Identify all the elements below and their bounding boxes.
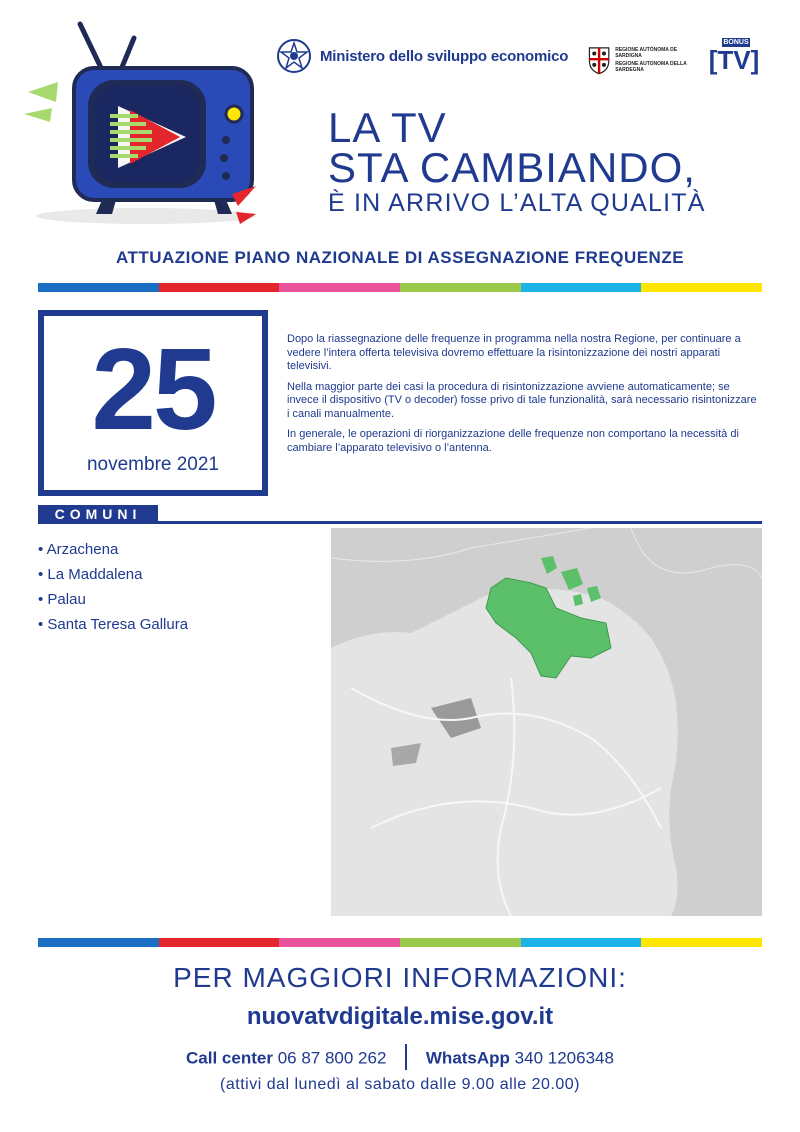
service-hours: (attivi dal lunedì al sabato dalle 9.00 alle 20.00) (220, 1076, 580, 1093)
whatsapp-label: WhatsApp (425, 1048, 510, 1068)
region-line-sardinian: REGIONE AUTÒNOMA DE SARDIGNA (615, 47, 678, 59)
headline-line-1: LA TV (328, 104, 447, 151)
stripe-segment (159, 938, 280, 947)
map-graphic (331, 528, 762, 916)
comuni-list (38, 537, 318, 637)
map-land (331, 589, 678, 916)
info-paragraph: Nella maggior parte dei casi la procedura di risintonizzazione avviene automaticamente; se invece il dispositivo (TV o decoder) fosse privo di tale funzionalità, sarà necessario risintonizzare i canali manualmente. (287, 380, 757, 420)
call-center-label: Call center (186, 1048, 273, 1068)
tv-icon (18, 18, 258, 238)
bonus-tv-text: TV (717, 45, 751, 75)
stripe-segment (400, 938, 521, 947)
stripe-segment (641, 938, 762, 947)
bonus-label: BONUS (723, 39, 749, 46)
stripe-segment (521, 283, 642, 292)
region-name (615, 47, 697, 73)
sardinia-crest-icon (587, 41, 611, 79)
website-link[interactable]: nuovatvdigitale.mise.gov.it (246, 1003, 554, 1030)
color-stripe-top (38, 283, 762, 292)
date-month-year: novembre 2021 (86, 454, 220, 475)
stripe-segment (279, 938, 400, 947)
headline-line-2: STA CAMBIANDO, (328, 144, 696, 191)
stripe-segment (279, 283, 400, 292)
stripe-segment (38, 283, 159, 292)
bonus-tv-logo (706, 38, 762, 74)
list-item: • Arzachena (38, 541, 119, 558)
date-day: 25 (91, 324, 215, 454)
whatsapp-number: 340 1206348 (514, 1048, 614, 1068)
contact-line (0, 1046, 800, 1072)
stripe-segment (159, 283, 280, 292)
date-box (38, 310, 268, 496)
plan-subtitle: ATTUAZIONE PIANO NAZIONALE DI ASSEGNAZIONE FREQUENZE (115, 248, 685, 267)
tv-mascot-logo (18, 18, 258, 238)
info-paragraph: Dopo la riassegnazione delle frequenze in programma nella nostra Regione, per continuare a vedere l’intera offerta televisiva dovremo effettuare la risintonizzazione dei nostri apparati televisivi. (287, 333, 741, 372)
info-text (287, 333, 757, 462)
info-paragraph: In generale, le operazioni di riorganizzazione delle frequenze non comportano la necessità di cambiare l’apparato televisivo o l’antenna. (287, 428, 739, 454)
color-stripe-bottom (38, 938, 762, 947)
ministry-name: Ministero dello sviluppo economico (320, 47, 569, 65)
stripe-segment (521, 938, 642, 947)
headline-line-3: È IN ARRIVO L’ALTA QUALITÀ (328, 189, 706, 217)
headline (328, 104, 778, 218)
contact-separator (405, 1044, 407, 1070)
call-center-number: 06 87 800 262 (277, 1048, 387, 1068)
ministry-logo (276, 38, 576, 74)
area-map (331, 528, 762, 916)
stripe-segment (38, 938, 159, 947)
list-item: • Palau (38, 591, 86, 608)
list-item: • Santa Teresa Gallura (38, 616, 189, 633)
more-info-title: PER MAGGIORI INFORMAZIONI: (173, 962, 627, 993)
stripe-segment (641, 283, 762, 292)
stripe-segment (400, 283, 521, 292)
region-logo (587, 40, 697, 80)
region-line-italian: REGIONE AUTONOMA DELLA SARDEGNA (615, 61, 687, 73)
comuni-label: COMUNI (38, 505, 158, 523)
italian-emblem-icon (276, 38, 312, 74)
list-item: • La Maddalena (38, 566, 143, 583)
bonus-tv-mark: [TV] (708, 45, 760, 75)
